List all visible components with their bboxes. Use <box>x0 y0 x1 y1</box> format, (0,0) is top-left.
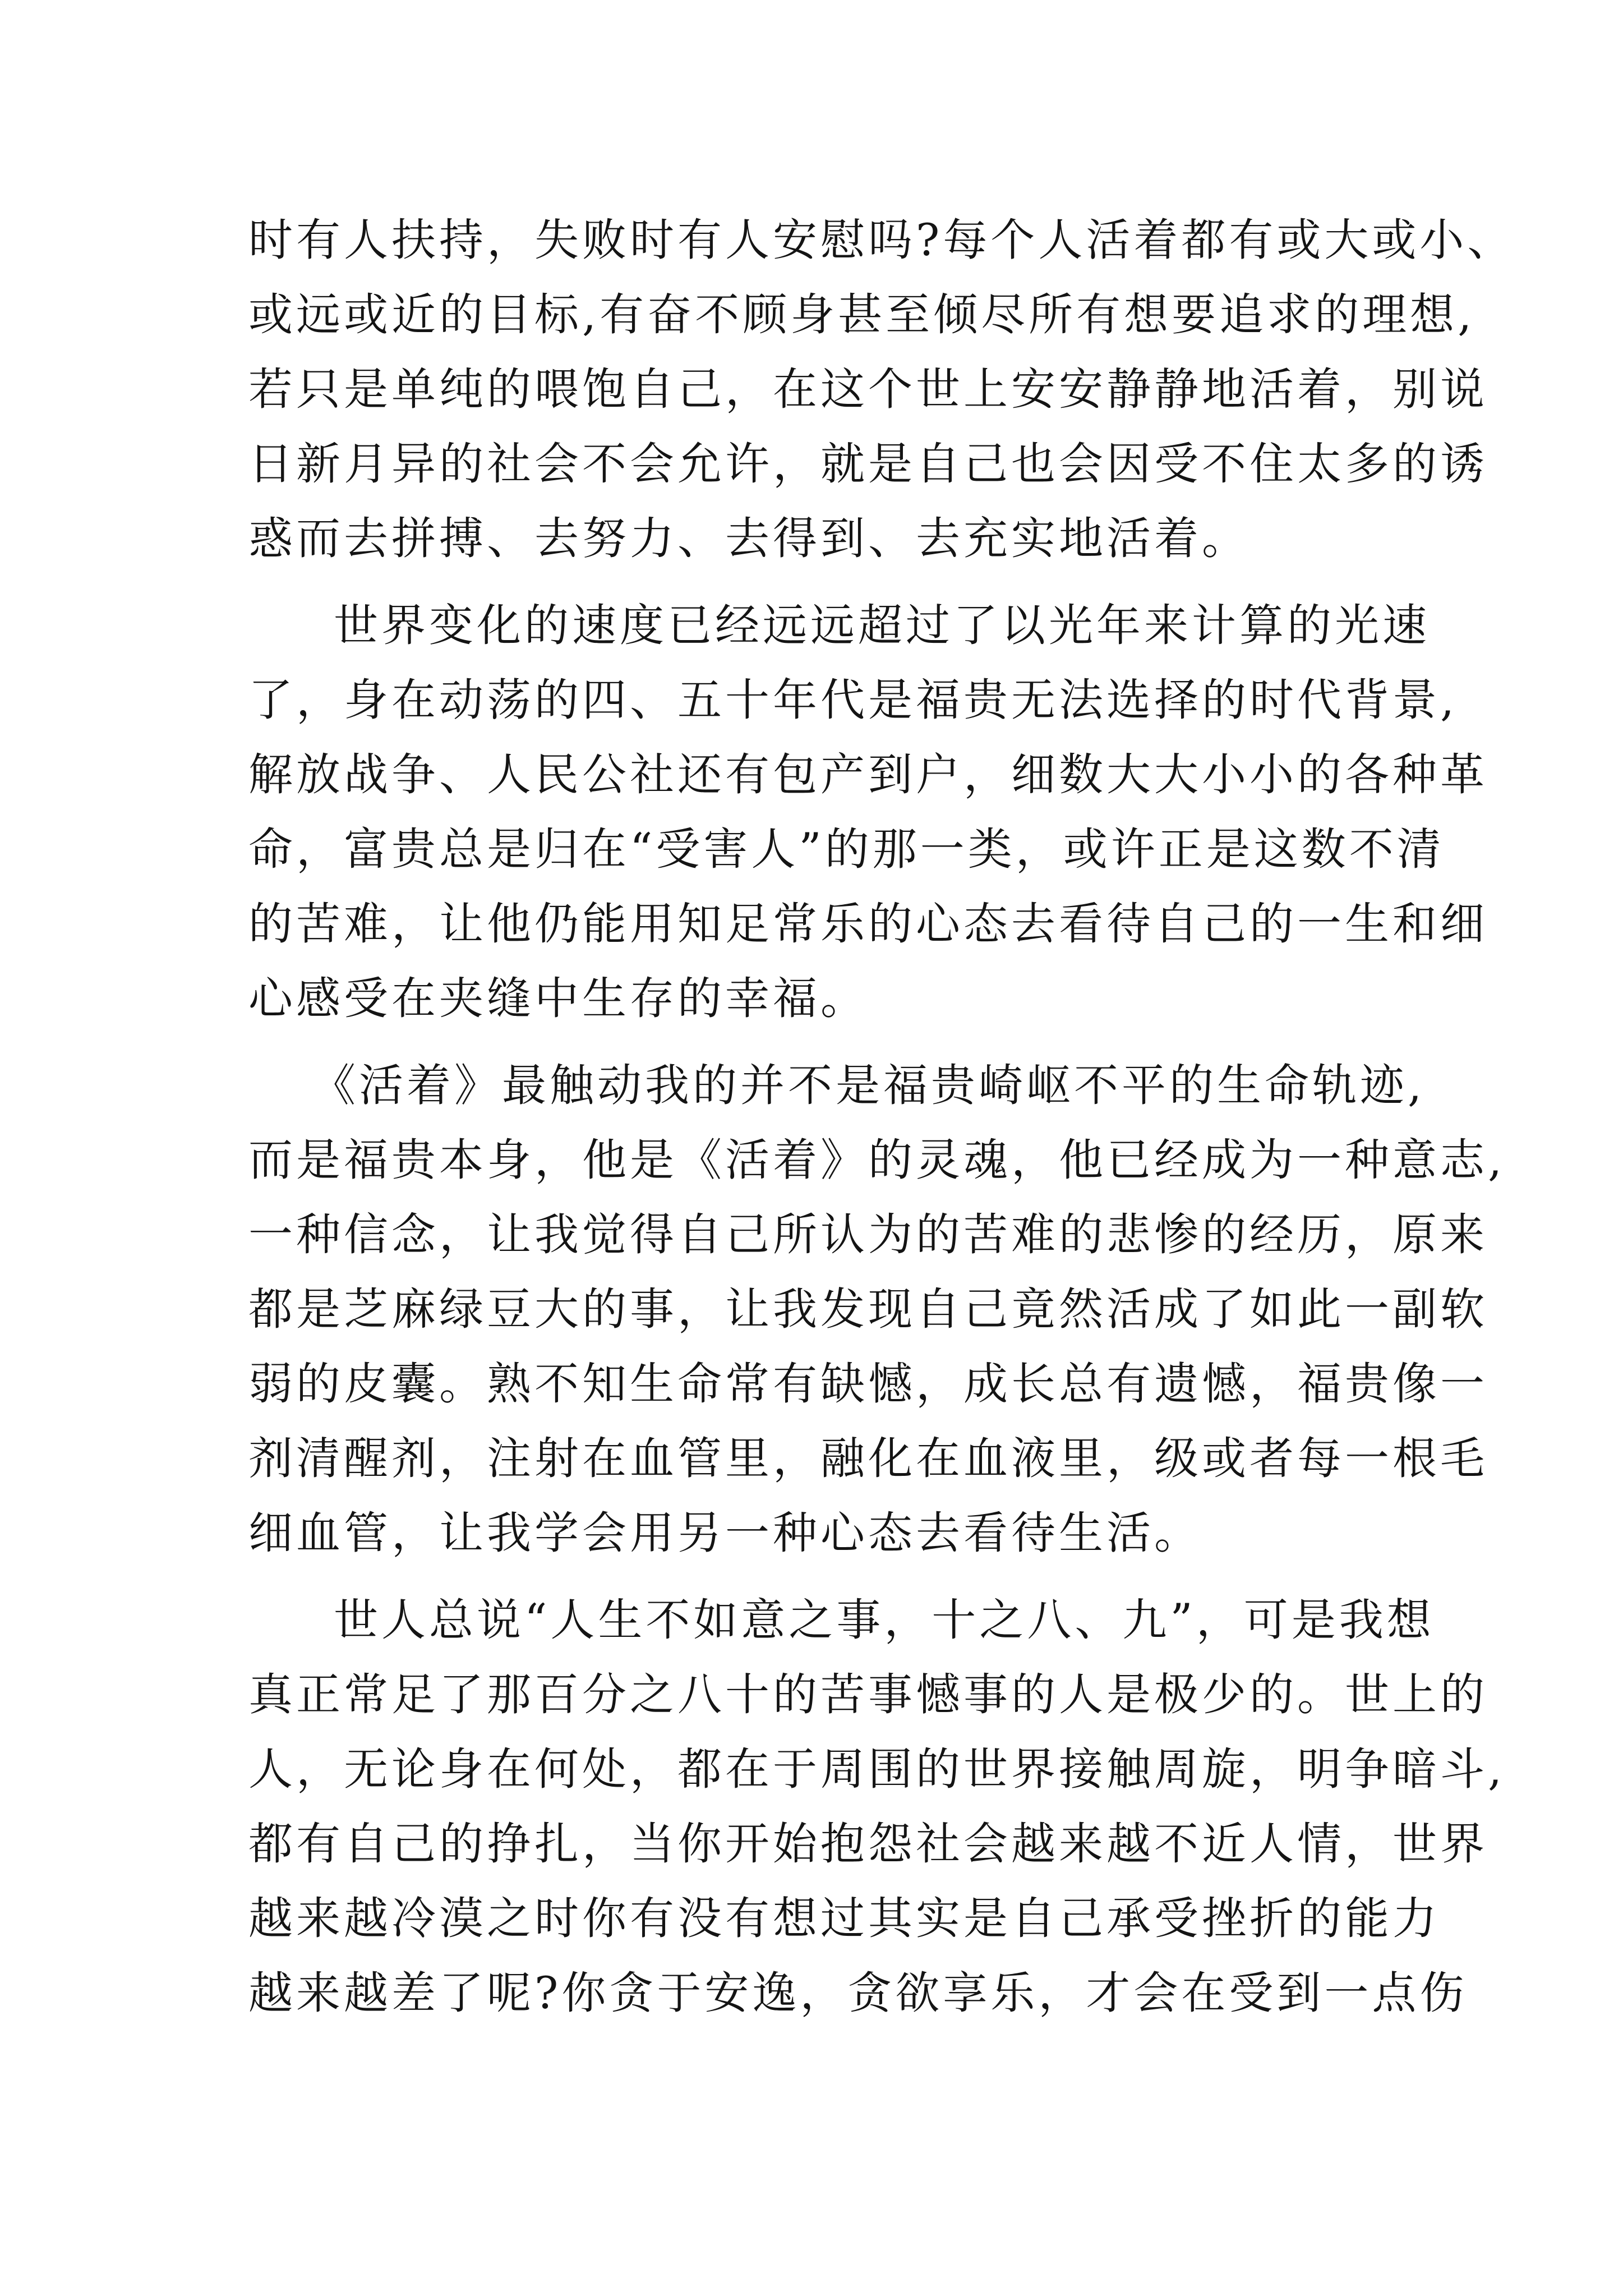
text-line: 心感受在夹缝中生存的幸福。 <box>248 973 868 1024</box>
text-line: 命，富贵总是归在“受害人”的那一类，或许正是这数不清 <box>248 823 1445 875</box>
text-line: 细血管，让我学会用另一种心态去看待生活。 <box>248 1507 1202 1559</box>
text-line: 解放战争、人民公社还有包产到户，细数大大小小的各种革 <box>248 749 1488 800</box>
text-line: 时有人扶持，失败时有人安慰吗?每个人活着都有或大或小、 <box>248 214 1515 266</box>
text-line: 《活着》最触动我的并不是福贵崎岖不平的生命轨迹, <box>311 1060 1426 1111</box>
document-body <box>248 203 1515 2031</box>
text-line: 日新月异的社会不会允许，就是自己也会因受不住太多的诱 <box>248 438 1488 490</box>
text-line: 剂清醒剂，注射在血管里，融化在血液里，级或者每一根毛 <box>248 1433 1488 1484</box>
text-line: 而是福贵本身，他是《活着》的灵魂，他已经成为一种意志, <box>248 1134 1506 1186</box>
text-line: 一种信念，让我觉得自己所认为的苦难的悲惨的经历，原来 <box>248 1209 1488 1260</box>
text-line: 或远或近的目标,有奋不顾身甚至倾尽所有想要追求的理想, <box>248 289 1476 341</box>
text-line: 世人总说“人生不如意之事，十之八、九”，可是我想 <box>334 1594 1435 1646</box>
text-line: 真正常足了那百分之八十的苦事憾事的人是极少的。世上的 <box>248 1669 1488 1720</box>
text-line: 的苦难，让他仍能用知足常乐的心态去看待自己的一生和细 <box>248 898 1488 950</box>
text-line: 了，身在动荡的四、五十年代是福贵无法选择的时代背景, <box>248 674 1458 726</box>
text-line: 若只是单纯的喂饱自己，在这个世上安安静静地活着，别说 <box>248 364 1488 415</box>
text-line: 越来越冷漠之时你有没有想过其实是自己承受挫折的能力 <box>248 1893 1440 1944</box>
text-line: 都有自己的挣扎，当你开始抱怨社会越来越不近人情，世界 <box>248 1818 1488 1870</box>
text-line: 人，无论身在何处，都在于周围的世界接触周旋，明争暗斗, <box>248 1743 1506 1795</box>
text-line: 弱的皮囊。熟不知生命常有缺憾，成长总有遗憾，福贵像一 <box>248 1358 1488 1410</box>
text-line: 越来越差了呢?你贪于安逸，贪欲享乐，才会在受到一点伤 <box>248 1967 1468 2019</box>
text-line: 世界变化的速度已经远远超过了以光年来计算的光速 <box>334 600 1430 651</box>
text-line: 都是芝麻绿豆大的事，让我发现自己竟然活成了如此一副软 <box>248 1283 1488 1335</box>
text-line: 惑而去拼搏、去努力、去得到、去充实地活着。 <box>248 513 1249 564</box>
